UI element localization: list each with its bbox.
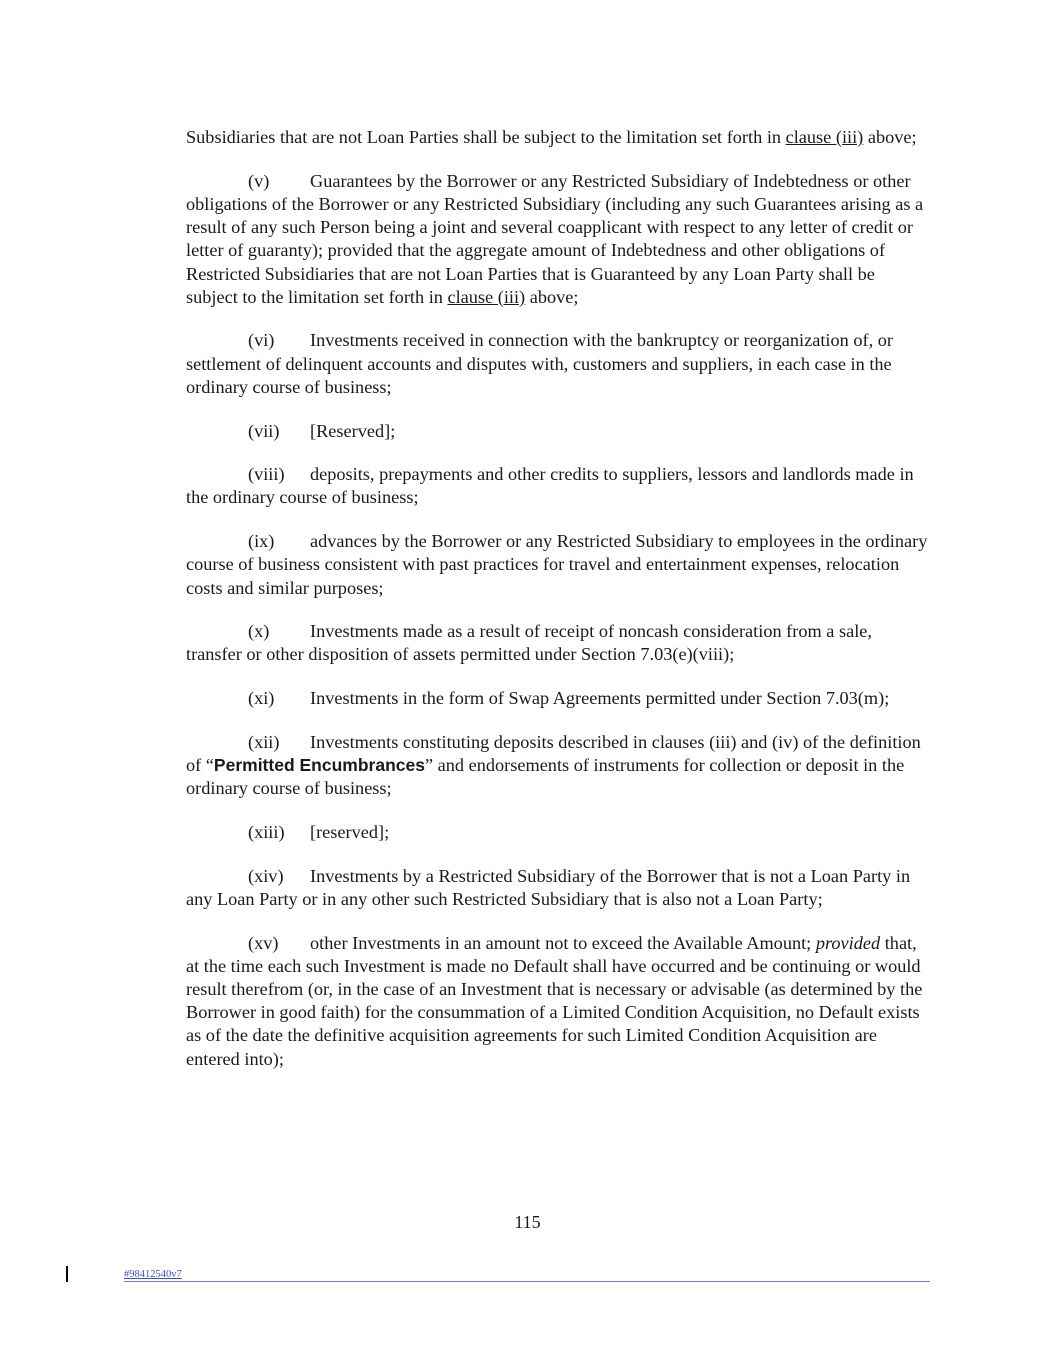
change-bar [66, 1266, 68, 1282]
clause-number: (vii) [248, 420, 280, 441]
clause-number: (ix) [248, 531, 275, 552]
paragraph-text: advances by the Borrower or any Restricted Subsidiary to employees in the ordinary course of business consistent with past practices for travel and entertainment expenses, relocation costs and similar purposes; [186, 531, 928, 598]
clause-number: (v) [248, 170, 270, 191]
clause-number: (xv) [248, 932, 279, 953]
clause-number: (vi) [248, 330, 275, 351]
paragraph-xiv [186, 865, 931, 911]
paragraph-text-tail: ” and endorsements of instruments for collection or deposit in the ordinary course of business; [186, 755, 905, 799]
paragraph-vi [186, 329, 931, 399]
paragraph-xi [186, 687, 931, 710]
clause-number: (xii) [248, 731, 280, 752]
paragraph-text: Guarantees by the Borrower or any Restricted Subsidiary of Indebtedness or other obligations of the Borrower or any Restricted Subsidiary (including any such Guarantees arising as a result of any such Person being a joint and several coapplicant with respect to any letter of credit or letter of guaranty); provided that the aggregate amount of Indebtedness and other obligations of Restricted Subsidiaries that are not Loan Parties that is Guaranteed by any Loan Party shall be subject to the limitation set forth in [186, 170, 924, 307]
paragraph-text: Investments in the form of Swap Agreements permitted under Section 7.03(m); [310, 688, 890, 709]
paragraph-text: Subsidiaries that are not Loan Parties shall be subject to the limitation set forth in [186, 127, 786, 147]
paragraph-x [186, 620, 931, 666]
paragraph-text: Investments constituting deposits described in clauses (iii) and (iv) of the definition of “ [186, 731, 921, 776]
document-id: #98412540v7 [124, 1269, 182, 1280]
clause-number: (xiv) [248, 865, 284, 886]
paragraph-text: Investments made as a result of receipt of noncash consideration from a sale, transfer or other disposition of assets permitted under Section 7.03(e)(viii); [186, 621, 872, 665]
clause-reference: clause (iii) [447, 286, 526, 307]
clause-number: (viii) [248, 464, 285, 485]
paragraph-text: Investments by a Restricted Subsidiary of the Borrower that is not a Loan Party in any Loan Party or in any other such Restricted Subsidiary that is also not a Loan Party; [186, 865, 911, 909]
footer-rule [124, 1281, 930, 1282]
paragraph-ix [186, 530, 931, 600]
page-number: 115 [514, 1212, 541, 1232]
paragraph-text-tail: that, at the time each such Investment is made no Default shall have occurred and be continuing or would result therefrom (or, in the case of an Investment that is necessary or advisable (as determined by the Borrower in good faith) for the consummation of a Limited Condition Acquisition, no Default exists as of the date the definitive acquisition agreements for such Limited Condition Acquisition are entered into); [186, 932, 923, 1069]
paragraph-xiii [186, 821, 931, 844]
paragraph-continuation [186, 126, 931, 149]
paragraph-text: [Reserved]; [310, 420, 396, 441]
italic-term: provided [815, 932, 881, 953]
paragraph-viii [186, 463, 931, 509]
paragraph-text: Investments received in connection with the bankruptcy or reorganization of, or settlement of delinquent accounts and disputes with, customers and suppliers, in each case in the ordinary course of business; [186, 330, 893, 397]
paragraph-v [186, 170, 931, 309]
clause-number: (x) [248, 621, 270, 642]
paragraph-xv [186, 932, 931, 1071]
clause-number: (xi) [248, 688, 275, 709]
clause-reference: clause (iii) [785, 127, 864, 147]
paragraph-text-tail: above; [863, 127, 917, 147]
paragraph-xii [186, 731, 931, 801]
paragraph-text: [reserved]; [310, 821, 390, 842]
paragraph-text: deposits, prepayments and other credits to suppliers, lessors and landlords made in the ordinary course of business; [186, 464, 914, 508]
defined-term: Permitted Encumbrances [213, 755, 425, 776]
paragraph-text: other Investments in an amount not to exceed the Available Amount; [310, 932, 816, 953]
document-body [186, 126, 931, 1091]
paragraph-text-tail: above; [525, 286, 579, 307]
clause-number: (xiii) [248, 821, 285, 842]
paragraph-vii [186, 420, 931, 443]
